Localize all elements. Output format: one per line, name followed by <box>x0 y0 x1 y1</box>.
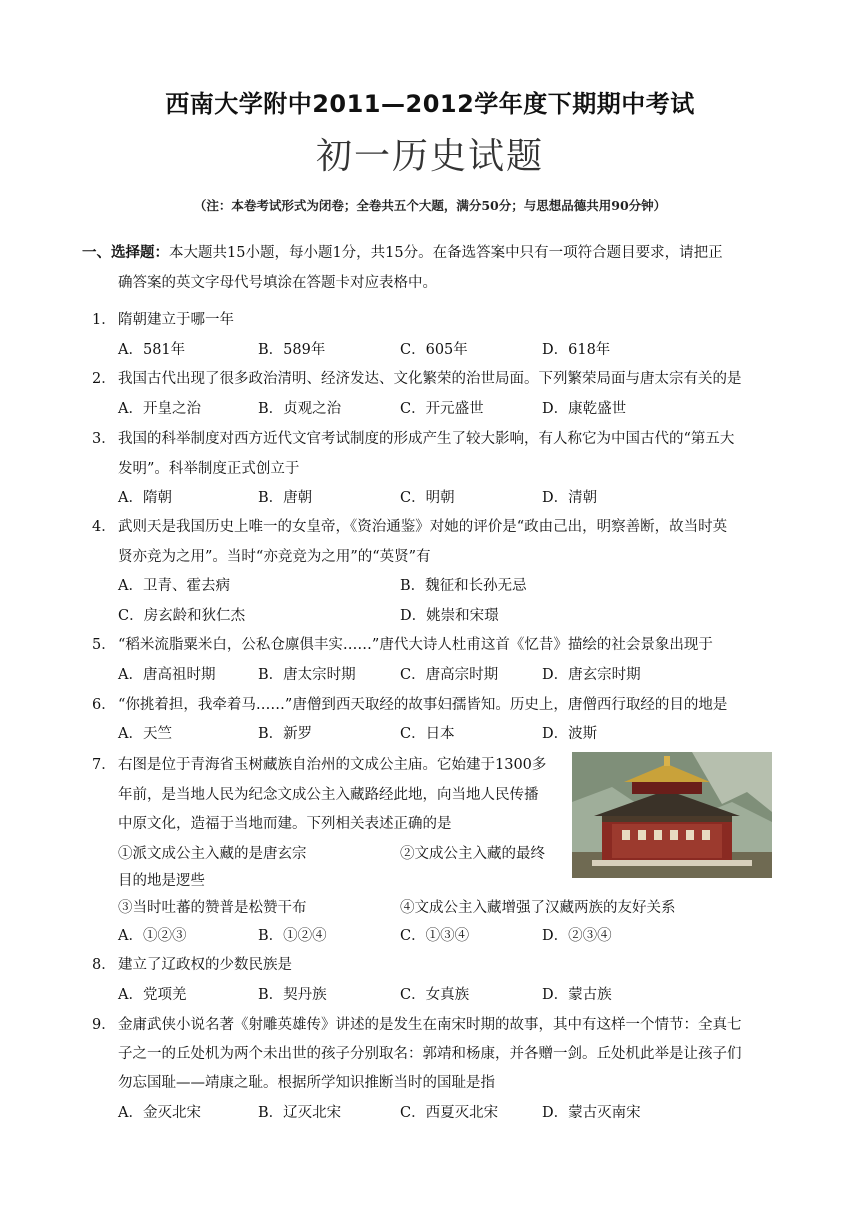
option-b: B．新罗 <box>258 726 313 742</box>
question-text: 建立了辽政权的少数民族是 <box>118 957 292 973</box>
question-number: 7． <box>92 757 116 773</box>
option-b: B．魏征和长孙无忌 <box>400 578 527 594</box>
option-a: A．581年 <box>118 342 186 358</box>
section-one-instructions <box>82 238 782 298</box>
question-7 <box>92 750 546 780</box>
question-7-item1: ①派文成公主入藏的是唐玄宗 <box>118 846 307 862</box>
question-4-options-row2 <box>118 601 778 631</box>
question-text: 金庸武侠小说名著《射雕英雄传》讲述的是发生在南宋时期的故事，其中有这样一个情节：全真七 <box>118 1017 742 1033</box>
option-b: B．贞观之治 <box>258 401 342 417</box>
question-6-options <box>118 719 778 749</box>
option-d: D．波斯 <box>542 726 598 742</box>
question-7-options <box>118 921 778 951</box>
option-c: C．605年 <box>400 342 468 358</box>
option-c: C．房玄龄和狄仁杰 <box>118 608 246 624</box>
question-text: 我国古代出现了很多政治清明、经济发达、文化繁荣的治世局面。下列繁荣局面与唐太宗有关的是 <box>118 371 742 387</box>
option-b: B．①②④ <box>258 928 327 944</box>
question-8-options <box>118 980 778 1010</box>
question-4 <box>92 512 727 572</box>
question-number: 4． <box>92 519 116 535</box>
option-a: A．唐高祖时期 <box>118 667 216 683</box>
question-5 <box>92 630 713 660</box>
question-9-line3: 勿忘国耻——靖康之耻。根据所学知识推断当时的国耻是指 <box>118 1075 495 1091</box>
option-d: D．蒙古灭南宋 <box>542 1105 641 1121</box>
section-instruction-line1: 本大题共15小题，每小题1分，共15分。在备选答案中只有一项符合题目要求，请把正 <box>169 245 723 261</box>
question-text-cont: 发明”。科举制度正式创立于 <box>118 461 300 477</box>
temple-photo <box>572 752 772 878</box>
question-1 <box>92 305 234 335</box>
option-c: C．唐高宗时期 <box>400 667 499 683</box>
option-a: A．卫青、霍去病 <box>118 578 230 594</box>
question-text: “稻米流脂粟米白，公私仓廪俱丰实……”唐代大诗人杜甫这首《忆昔》描绘的社会景象出现于 <box>118 637 713 653</box>
question-8 <box>92 950 292 980</box>
option-c: C．开元盛世 <box>400 401 484 417</box>
exam-subtitle: 初一历史试题 <box>315 136 544 177</box>
option-c: C．①③④ <box>400 928 470 944</box>
question-text: “你挑着担，我牵着马……”唐僧到西天取经的故事妇孺皆知。历史上，唐僧西行取经的目的地是 <box>118 697 728 713</box>
option-a: A．①②③ <box>118 928 187 944</box>
option-b: B．契丹族 <box>258 987 327 1003</box>
question-7-line3: 中原文化，造福于当地而建。下列相关表述正确的是 <box>118 816 452 832</box>
question-text: 隋朝建立于哪一年 <box>118 312 234 328</box>
question-1-options <box>118 335 778 365</box>
option-d: D．唐玄宗时期 <box>542 667 641 683</box>
question-text-cont: 贤亦竞为之用”。当时“亦竞竞为之用”的“英贤”有 <box>118 549 431 565</box>
exam-note: （注：本卷考试形式为闭卷；全卷共五个大题，满分50分；与思想品德共用90分钟） <box>193 198 667 213</box>
option-a: A．天竺 <box>118 726 172 742</box>
question-number: 3． <box>92 431 116 447</box>
option-a: A．金灭北宋 <box>118 1105 201 1121</box>
question-9 <box>92 1010 742 1040</box>
exam-title: 西南大学附中2011—2012学年度下期期中考试 <box>165 90 695 118</box>
question-number: 2． <box>92 371 116 387</box>
question-7-item2-cont: 目的地是逻些 <box>118 873 205 889</box>
option-a: A．隋朝 <box>118 490 172 506</box>
question-3 <box>92 424 734 484</box>
question-5-options <box>118 660 778 690</box>
section-instruction-line2: 确答案的英文字母代号填涂在答题卡对应表格中。 <box>118 275 437 291</box>
option-d: D．②③④ <box>542 928 612 944</box>
option-c: C．明朝 <box>400 490 455 506</box>
question-number: 1． <box>92 312 116 328</box>
question-text: 武则天是我国历史上唯一的女皇帝，《资治通鉴》对她的评价是“政由己出，明察善断，故当时英 <box>118 519 728 535</box>
question-9-line2: 子之一的丘处机为两个未出世的孩子分别取名：郭靖和杨康，并各赠一剑。丘处机此举是让孩子们 <box>118 1046 742 1062</box>
option-d: D．姚崇和宋璟 <box>400 608 499 624</box>
question-4-options-row1 <box>118 571 778 601</box>
option-b: B．辽灭北宋 <box>258 1105 342 1121</box>
option-a: A．党项羌 <box>118 987 187 1003</box>
option-c: C．西夏灭北宋 <box>400 1105 499 1121</box>
temple-photo-illustration <box>572 752 772 878</box>
option-b: B．唐朝 <box>258 490 313 506</box>
question-number: 5． <box>92 637 116 653</box>
question-9-options <box>118 1098 778 1128</box>
option-d: D．蒙古族 <box>542 987 612 1003</box>
question-6 <box>92 690 727 720</box>
question-2-options <box>118 394 778 424</box>
question-7-line2: 年前，是当地人民为纪念文成公主入藏路经此地，向当地人民传播 <box>118 787 539 803</box>
question-number: 6． <box>92 697 116 713</box>
question-number: 9． <box>92 1017 116 1033</box>
section-heading: 一、选择题： <box>82 245 169 261</box>
question-text: 我国的科举制度对西方近代文官考试制度的形成产生了较大影响，有人称它为中国古代的“第五大 <box>118 431 735 447</box>
option-a: A．开皇之治 <box>118 401 201 417</box>
question-7-item2: ②文成公主入藏的最终 <box>400 846 545 862</box>
question-7-item3: ③当时吐蕃的赞普是松赞干布 <box>118 900 307 916</box>
question-number: 8． <box>92 957 116 973</box>
option-d: D．清朝 <box>542 490 598 506</box>
question-text: 右图是位于青海省玉树藏族自治州的文成公主庙。它始建于1300多 <box>118 757 547 773</box>
option-d: D．康乾盛世 <box>542 401 627 417</box>
question-2 <box>92 364 742 394</box>
question-7-item4: ④文成公主入藏增强了汉藏两族的友好关系 <box>400 900 676 916</box>
option-c: C．女真族 <box>400 987 470 1003</box>
option-b: B．589年 <box>258 342 326 358</box>
option-b: B．唐太宗时期 <box>258 667 356 683</box>
option-c: C．日本 <box>400 726 455 742</box>
question-3-options <box>118 483 778 513</box>
option-d: D．618年 <box>542 342 611 358</box>
